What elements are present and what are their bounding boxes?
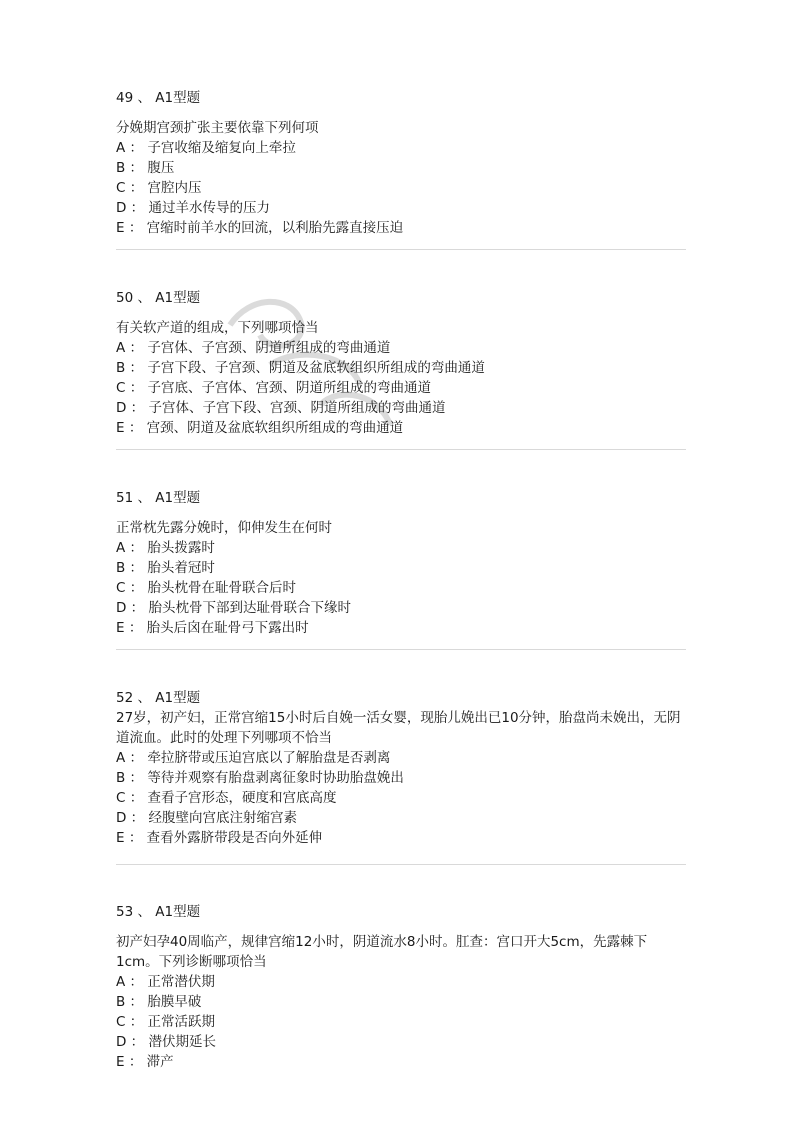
question-50: [116, 288, 686, 438]
question-header: 49 、 A1型题: [116, 90, 201, 106]
question-49: [116, 88, 686, 238]
option-b[interactable]: B ： 胎头着冠时: [116, 560, 215, 576]
option-c[interactable]: C ： 正常活跃期: [116, 1014, 216, 1030]
option-e[interactable]: E ： 胎头后囟在耻骨弓下露出时: [116, 620, 309, 636]
question-header: 51 、 A1型题: [116, 490, 201, 506]
divider: [116, 449, 686, 450]
question-stem: 分娩期宫颈扩张主要依靠下列何项: [116, 120, 319, 136]
option-a[interactable]: A ： 子宫体、子宫颈、阴道所组成的弯曲通道: [116, 340, 391, 356]
question-stem: 27岁，初产妇，正常宫缩15小时后自娩一活女婴，现胎儿娩出已10分钟，胎盘尚未娩出，无阴道流血。此时的处理下列哪项不恰当: [116, 710, 681, 746]
divider: [116, 249, 686, 250]
question-53: [116, 902, 686, 1072]
option-d[interactable]: D ： 潜伏期延长: [116, 1034, 216, 1050]
question-header: 53 、 A1型题: [116, 904, 201, 920]
option-e[interactable]: E ： 滞产: [116, 1054, 174, 1070]
option-c[interactable]: C ： 宫腔内压: [116, 180, 202, 196]
question-stem: 初产妇孕40周临产，规律宫缩12小时，阴道流水8小时。肛查：宫口开大5cm，先露棘下1cm。下列诊断哪项恰当: [116, 934, 648, 970]
question-51: [116, 488, 686, 638]
option-d[interactable]: D ： 子宫体、子宫下段、宫颈、阴道所组成的弯曲通道: [116, 400, 446, 416]
question-header: 50 、 A1型题: [116, 290, 201, 306]
option-a[interactable]: A ： 胎头拨露时: [116, 540, 215, 556]
option-b[interactable]: B ： 腹压: [116, 160, 175, 176]
option-c[interactable]: C ： 查看子宫形态，硬度和宫底高度: [116, 790, 337, 806]
option-d[interactable]: D ： 经腹壁向宫底注射缩宫素: [116, 810, 297, 826]
option-e[interactable]: E ： 宫颈、阴道及盆底软组织所组成的弯曲通道: [116, 420, 404, 436]
divider: [116, 864, 686, 865]
option-c[interactable]: C ： 胎头枕骨在耻骨联合后时: [116, 580, 297, 596]
option-b[interactable]: B ： 子宫下段、子宫颈、阴道及盆底软组织所组成的弯曲通道: [116, 360, 485, 376]
question-52: [116, 688, 686, 848]
option-a[interactable]: A ： 子宫收缩及缩复向上牵拉: [116, 140, 296, 156]
divider: [116, 649, 686, 650]
option-e[interactable]: E ： 宫缩时前羊水的回流，以利胎先露直接压迫: [116, 220, 404, 236]
option-a[interactable]: A ： 正常潜伏期: [116, 974, 215, 990]
option-d[interactable]: D ： 通过羊水传导的压力: [116, 200, 270, 216]
question-stem: 有关软产道的组成，下列哪项恰当: [116, 320, 319, 336]
question-header: 52 、 A1型题: [116, 690, 201, 706]
question-stem: 正常枕先露分娩时，仰伸发生在何时: [116, 520, 332, 536]
option-b[interactable]: B ： 胎膜早破: [116, 994, 202, 1010]
option-d[interactable]: D ： 胎头枕骨下部到达耻骨联合下缘时: [116, 600, 351, 616]
option-a[interactable]: A ： 牵拉脐带或压迫宫底以了解胎盘是否剥离: [116, 750, 391, 766]
option-e[interactable]: E ： 查看外露脐带段是否向外延伸: [116, 830, 323, 846]
option-b[interactable]: B ： 等待并观察有胎盘剥离征象时协助胎盘娩出: [116, 770, 404, 786]
option-c[interactable]: C ： 子宫底、子宫体、宫颈、阴道所组成的弯曲通道: [116, 380, 432, 396]
